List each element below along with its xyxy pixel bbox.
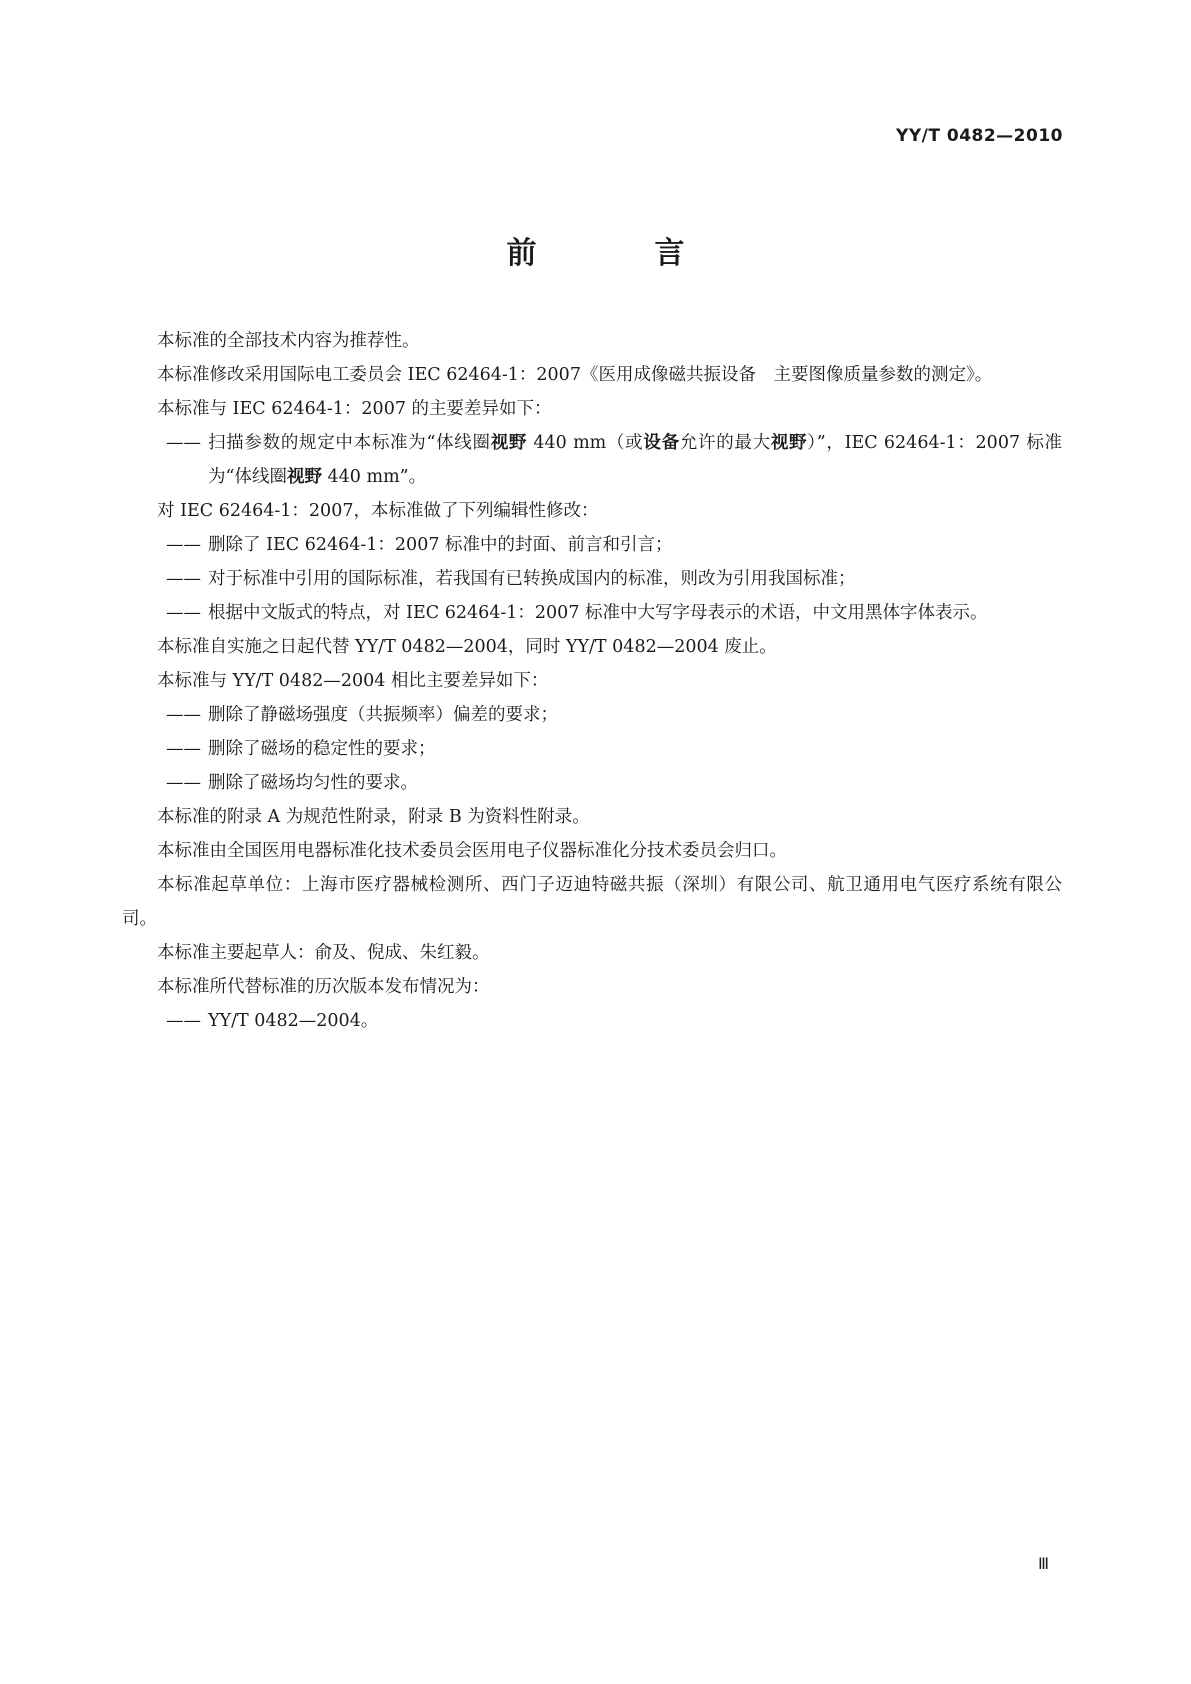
paragraph: 本标准起草单位：上海市医疗器械检测所、西门子迈迪特磁共振（深圳）有限公司、航卫通用电气医疗系统有限公司。 xyxy=(122,875,1062,929)
list-item-text: 根据中文版式的特点，对 IEC 62464-1：2007 标准中大写字母表示的术语，中文用黑体字体表示。 xyxy=(208,603,988,623)
list-dash: —— xyxy=(166,603,201,623)
list-dash: —— xyxy=(166,773,201,793)
list-item-text: 440 mm（或 xyxy=(527,433,644,453)
term-emphasis: 视野 xyxy=(286,467,322,487)
list-item-text: 允许的最大 xyxy=(679,433,771,453)
list-item-text: 删除了静磁场强度（共振频率）偏差的要求； xyxy=(208,705,558,725)
list-dash: —— xyxy=(166,705,201,725)
paragraph: 本标准所代替标准的历次版本发布情况为： xyxy=(157,977,490,997)
list-dash: —— xyxy=(166,433,201,453)
list-item xyxy=(122,562,1062,596)
list-item xyxy=(122,1004,1062,1038)
term-emphasis: 视野 xyxy=(490,433,528,453)
list-dash: —— xyxy=(166,569,201,589)
list-item xyxy=(122,766,1062,800)
list-item xyxy=(122,528,1062,562)
standard-code: YY/T 0482—2010 xyxy=(896,126,1063,146)
list-item xyxy=(122,698,1062,732)
paragraph: 对 IEC 62464-1：2007，本标准做了下列编辑性修改： xyxy=(157,501,599,521)
list-item-text: YY/T 0482—2004。 xyxy=(208,1011,379,1031)
list-dash: —— xyxy=(166,535,201,555)
page-number: Ⅲ xyxy=(1037,1554,1049,1573)
list-item xyxy=(122,732,1062,766)
paragraph: 本标准的全部技术内容为推荐性。 xyxy=(157,331,420,351)
term-emphasis: 视野 xyxy=(770,433,808,453)
list-item-text: ）”，IEC 62464-1：2007 标准为“体线圈 xyxy=(208,433,1063,487)
list-item-text: 删除了磁场的稳定性的要求； xyxy=(208,739,436,759)
list-item-text: 扫描参数的规定中本标准为“体线圈 xyxy=(208,433,491,453)
paragraph: 本标准修改采用国际电工委员会 IEC 62464-1：2007《医用成像磁共振设备 主要图像质量参数的测定》。 xyxy=(157,365,993,385)
list-item xyxy=(122,426,1062,494)
list-item xyxy=(122,596,1062,630)
paragraph: 本标准与 YY/T 0482—2004 相比主要差异如下： xyxy=(157,671,549,691)
list-item-text: 删除了磁场均匀性的要求。 xyxy=(208,773,418,793)
paragraph: 本标准的附录 A 为规范性附录，附录 B 为资料性附录。 xyxy=(157,807,590,827)
list-item-text: 删除了 IEC 62464-1：2007 标准中的封面、前言和引言； xyxy=(208,535,673,555)
list-item-text: 对于标准中引用的国际标准，若我国有已转换成国内的标准，则改为引用我国标准； xyxy=(208,569,856,589)
paragraph: 本标准主要起草人：俞及、倪成、朱红毅。 xyxy=(157,943,490,963)
list-dash: —— xyxy=(166,1011,201,1031)
term-emphasis: 设备 xyxy=(643,433,680,453)
list-dash: —— xyxy=(166,739,201,759)
page-title: 前 言 xyxy=(506,236,729,271)
paragraph: 本标准自实施之日起代替 YY/T 0482—2004，同时 YY/T 0482—2004 废止。 xyxy=(157,637,777,657)
foreword-body xyxy=(122,324,1062,1038)
paragraph: 本标准由全国医用电器标准化技术委员会医用电子仪器标准化分技术委员会归口。 xyxy=(157,841,787,861)
list-item-text: 440 mm”。 xyxy=(321,467,427,487)
paragraph: 本标准与 IEC 62464-1：2007 的主要差异如下： xyxy=(157,399,552,419)
